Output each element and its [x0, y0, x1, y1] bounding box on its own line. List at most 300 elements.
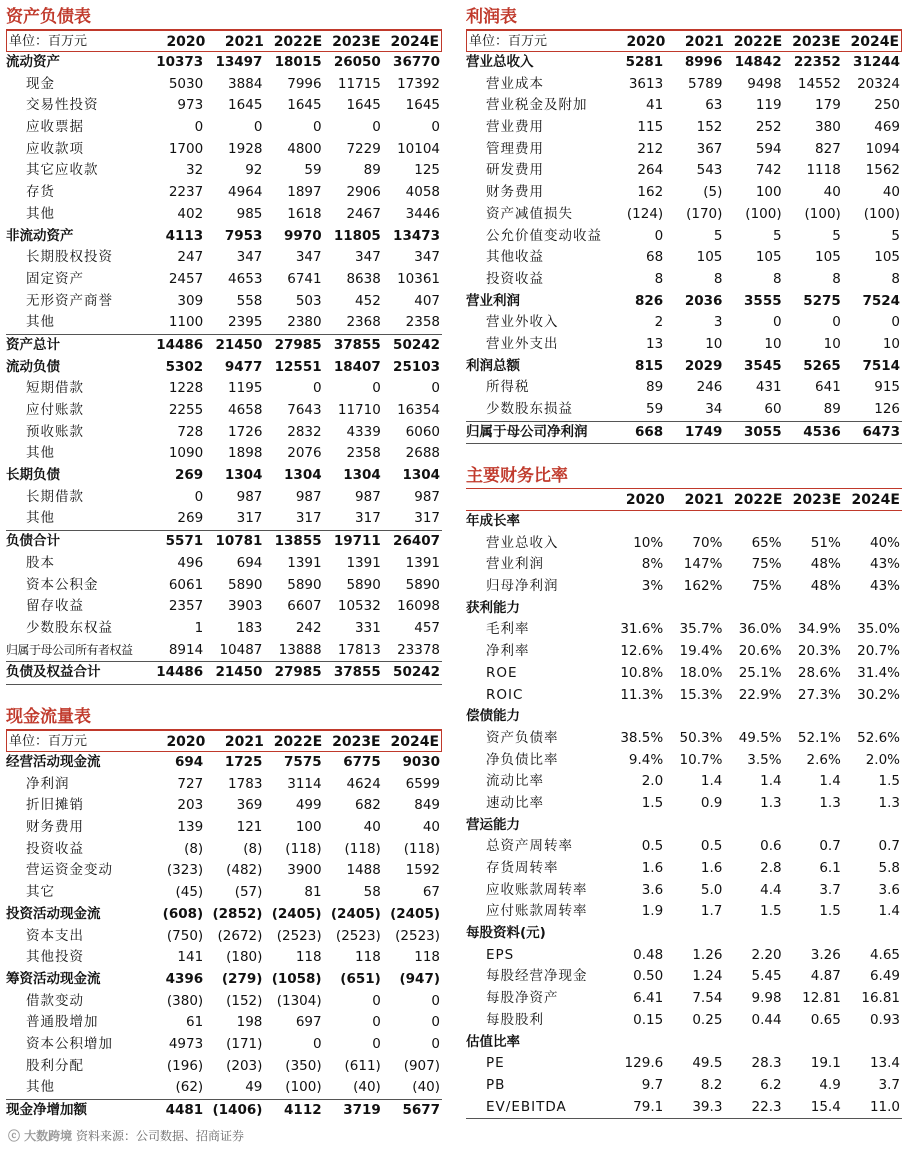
cell-value: 987: [295, 488, 322, 505]
row-label: 长期借款: [26, 488, 84, 505]
cell-value: 40%: [870, 534, 901, 551]
cell-value: 1.4: [700, 773, 723, 790]
cell-value: (40): [412, 1079, 441, 1096]
cell-value: 92: [245, 162, 263, 179]
row-label: 营业税金及附加: [486, 97, 588, 114]
table-row: [466, 1075, 902, 1097]
cell-value: 242: [295, 619, 322, 636]
cell-value: 2358: [346, 445, 381, 462]
cell-value: 1592: [405, 862, 441, 879]
cell-value: (2523): [335, 927, 381, 944]
cell-value: 4481: [165, 1102, 204, 1118]
cell-value: 1118: [806, 162, 841, 179]
cell-value: 6.41: [633, 990, 664, 1007]
table-row: [6, 247, 442, 269]
cell-value: 985: [236, 205, 263, 222]
source-note: [8, 1127, 244, 1144]
cell-value: 2029: [684, 357, 723, 374]
table-row: [6, 860, 442, 882]
cell-value: 27985: [274, 336, 322, 353]
cell-value: 7953: [224, 227, 263, 244]
table-row: [466, 291, 902, 313]
cell-value: (750): [166, 927, 204, 944]
table-row: [466, 554, 902, 576]
income-statement-body: [466, 52, 902, 444]
row-label: 应收票据: [26, 119, 84, 136]
cell-value: (45): [175, 884, 204, 901]
cell-value: 469: [874, 119, 901, 136]
cell-value: 3.7: [878, 1076, 901, 1093]
table-row: [466, 706, 902, 728]
cell-value: [724, 1032, 783, 1054]
table-row: [466, 815, 902, 837]
cell-value: 0.48: [633, 946, 664, 963]
cell-value: 1.5: [819, 903, 841, 920]
cell-value: 3.6: [878, 881, 901, 898]
cell-value: 1.6: [641, 860, 664, 876]
row-label: 净利润: [26, 775, 70, 792]
cell-value: 727: [177, 775, 204, 792]
year-header: 2020: [166, 734, 206, 750]
cell-value: 250: [874, 97, 901, 114]
cell-value: 4658: [228, 402, 263, 418]
cell-value: 496: [177, 554, 204, 571]
year-header: 2023E: [332, 734, 381, 750]
cell-value: 0.15: [633, 1011, 664, 1028]
cell-value: 3: [713, 314, 723, 331]
table-row: [6, 508, 442, 530]
table-row: [6, 882, 442, 904]
cell-value: 742: [755, 162, 782, 179]
cell-value: (8): [243, 840, 263, 857]
row-label: 所得税: [486, 379, 530, 396]
cell-value: 1.5: [878, 773, 901, 790]
cell-value: 2237: [168, 184, 204, 201]
cell-value: (2405): [330, 905, 381, 922]
table-row: [466, 1032, 902, 1054]
cell-value: 50242: [393, 336, 441, 353]
cell-value: 100: [295, 819, 322, 836]
cell-value: 3903: [228, 598, 263, 615]
cell-value: [784, 598, 843, 620]
cell-value: 3446: [405, 205, 441, 222]
row-label: 归属于母公司所有者权益: [6, 642, 133, 657]
cell-value: 32: [186, 162, 204, 179]
row-label: 借款变动: [26, 992, 84, 1009]
cell-value: 2688: [405, 445, 441, 462]
row-label: 估值比率: [466, 1033, 520, 1050]
cell-value: 48%: [810, 556, 841, 573]
cell-value: 1195: [228, 380, 263, 397]
cell-value: 915: [874, 379, 901, 396]
cell-value: 2380: [287, 314, 322, 331]
cell-value: 17813: [337, 641, 381, 658]
year-header: 2022E: [733, 34, 783, 50]
cell-value: 89: [363, 162, 381, 179]
cell-value: 179: [815, 97, 841, 114]
cell-value: (100): [804, 205, 841, 222]
table-row: [6, 618, 442, 640]
cell-value: 68: [646, 249, 664, 266]
cell-value: 15.4: [810, 1098, 841, 1115]
cell-value: (2852): [212, 905, 263, 922]
unit-label: [466, 489, 608, 510]
unit-label: 单位：百万元: [9, 734, 88, 749]
table-row: [6, 1099, 442, 1122]
cell-value: 10: [705, 335, 723, 352]
cell-value: 1228: [168, 380, 204, 397]
cell-value: 2076: [287, 445, 322, 462]
table-row: [466, 641, 902, 663]
table-row: [466, 377, 902, 399]
cell-value: 126: [874, 401, 901, 417]
row-label: 流动负债: [6, 358, 60, 375]
cell-value: 18015: [274, 54, 322, 70]
cell-value: 50.3%: [679, 729, 723, 746]
cell-value: 4058: [405, 184, 441, 201]
cell-value: 51%: [810, 534, 841, 551]
cell-value: 5.45: [751, 968, 782, 985]
cell-value: 6741: [287, 270, 322, 287]
table-row: [466, 793, 902, 815]
table-row: [466, 663, 902, 685]
cell-value: [606, 511, 665, 533]
cell-value: (1304): [276, 992, 322, 1009]
cell-value: 0.6: [760, 838, 782, 855]
cell-value: 27.3%: [797, 686, 841, 703]
cell-value: 1.3: [878, 794, 901, 811]
row-label: 每股净资产: [486, 990, 559, 1007]
cell-value: 7.54: [692, 990, 723, 1007]
cell-value: 52.6%: [857, 729, 901, 746]
row-label: 资本公积增加: [26, 1035, 113, 1052]
cell-value: 59: [646, 401, 664, 417]
cell-value: 2.20: [751, 946, 782, 963]
cell-value: 11715: [337, 75, 381, 92]
cell-value: 4964: [228, 184, 263, 201]
cell-value: 10%: [633, 534, 664, 551]
cell-value: 641: [815, 379, 841, 396]
cell-value: 49: [245, 1079, 263, 1096]
row-label: 归属于母公司净利润: [466, 423, 588, 440]
cell-value: 37855: [333, 664, 381, 681]
cell-value: 13497: [215, 54, 263, 70]
cell-value: 987: [355, 488, 381, 505]
cell-value: 89: [823, 401, 841, 417]
row-label: 现金净增加额: [6, 1102, 87, 1118]
cell-value: 2.0: [641, 773, 664, 790]
cell-value: 13473: [393, 227, 441, 244]
cell-value: 0.25: [692, 1011, 723, 1028]
cell-value: 5281: [625, 54, 664, 70]
cell-value: 2457: [168, 270, 204, 287]
cell-value: (1058): [271, 970, 322, 987]
cell-value: 75%: [751, 556, 782, 573]
cell-value: 28.3: [751, 1055, 782, 1072]
cell-value: 543: [696, 162, 723, 179]
cell-value: 0.7: [819, 838, 841, 855]
table-row: [466, 247, 902, 269]
cell-value: 0: [372, 1014, 381, 1031]
cell-value: 6060: [405, 423, 441, 440]
cell-value: 70%: [692, 534, 723, 551]
table-row: [6, 204, 442, 226]
cell-value: 0: [372, 992, 381, 1009]
table-row: [466, 966, 902, 988]
cell-value: 5: [713, 227, 723, 244]
row-label: 利润总额: [466, 357, 520, 374]
cell-value: [665, 815, 724, 837]
cell-value: 141: [177, 949, 204, 966]
table-row: [466, 139, 902, 161]
table-row: [6, 991, 442, 1013]
table-row: [6, 160, 442, 182]
table-row: [6, 904, 442, 926]
cell-value: 125: [414, 162, 441, 179]
cell-value: 4973: [168, 1035, 204, 1052]
cell-value: 0.7: [878, 838, 901, 855]
cell-value: (608): [162, 905, 204, 922]
row-label: 财务费用: [26, 819, 84, 836]
year-header: 2020: [625, 492, 665, 508]
cell-value: 12551: [274, 358, 322, 375]
cell-value: 17392: [397, 75, 441, 92]
cashflow-header: [6, 730, 442, 752]
cell-value: 0.9: [700, 794, 723, 811]
cell-value: 1304: [224, 467, 263, 484]
cell-value: [724, 815, 783, 837]
row-label: 普通股增加: [26, 1014, 99, 1031]
cell-value: 2358: [405, 314, 441, 331]
table-row: [466, 1097, 902, 1120]
cell-value: 26050: [333, 54, 381, 70]
cell-value: 16354: [397, 402, 441, 418]
unit-label: 单位：百万元: [469, 34, 548, 49]
row-label: 其他: [26, 510, 55, 527]
row-label: 应付账款周转率: [486, 903, 588, 920]
cell-value: 152: [696, 119, 723, 136]
cell-value: 43%: [870, 578, 901, 595]
row-label: 非流动资产: [6, 227, 74, 244]
table-row: [6, 378, 442, 400]
cell-value: 1391: [405, 554, 441, 571]
cell-value: 50242: [393, 664, 441, 681]
cell-value: [724, 923, 783, 945]
row-label: 存货: [26, 184, 55, 201]
cell-value: (2405): [271, 905, 322, 922]
cell-value: 5890: [228, 576, 263, 593]
cell-value: 0: [773, 314, 782, 331]
cell-value: 0: [194, 488, 204, 505]
table-row: [466, 923, 902, 945]
cell-value: 6599: [405, 775, 441, 792]
row-label: 财务费用: [486, 184, 544, 201]
table-row: [466, 226, 902, 248]
table-row: [466, 880, 902, 902]
cell-value: [843, 815, 902, 837]
row-label: PE: [486, 1055, 505, 1072]
table-row: [6, 947, 442, 969]
row-label: 少数股东权益: [26, 619, 113, 636]
cell-value: 5: [891, 227, 901, 244]
row-label: EV/EBITDA: [486, 1098, 567, 1115]
cell-value: [784, 923, 843, 945]
cell-value: 118: [414, 949, 441, 966]
cell-value: 558: [236, 292, 263, 309]
cell-value: 1304: [343, 467, 381, 484]
cell-value: 1.4: [760, 773, 782, 790]
cell-value: 31.6%: [620, 621, 664, 638]
cell-value: 9477: [224, 358, 263, 375]
row-label: 毛利率: [486, 621, 530, 638]
cell-value: (8): [184, 840, 204, 857]
cell-value: 61: [186, 1014, 204, 1031]
row-label: 其它: [26, 884, 55, 901]
cell-value: 1: [194, 619, 204, 636]
table-row: [466, 901, 902, 923]
cell-value: 5.0: [700, 881, 723, 898]
year-header: 2024E: [390, 734, 440, 750]
cell-value: 9.7: [641, 1076, 664, 1093]
balance-sheet-title: 资产负债表: [6, 4, 442, 30]
cell-value: 11710: [337, 402, 381, 418]
cell-value: [784, 511, 843, 533]
cell-value: 18.0%: [679, 664, 723, 681]
cell-value: 35.0%: [857, 621, 901, 638]
balance-sheet-panel: [6, 4, 442, 685]
balance-sheet-header: [6, 30, 442, 52]
row-label: 营业外收入: [486, 314, 559, 331]
table-row: [466, 74, 902, 96]
cell-value: 5302: [165, 358, 204, 375]
table-row: [6, 596, 442, 618]
row-label: 流动资产: [6, 54, 60, 70]
cell-value: (118): [403, 840, 441, 857]
row-label: 折旧摊销: [26, 797, 84, 814]
cell-value: 815: [635, 357, 664, 374]
cell-value: 31.4%: [857, 664, 901, 681]
cell-value: (2672): [217, 927, 263, 944]
cell-value: 3.7: [819, 881, 841, 898]
cell-value: 31244: [853, 54, 901, 70]
cell-value: 2357: [168, 598, 204, 615]
cell-value: 5030: [168, 75, 204, 92]
cell-value: 10361: [397, 270, 441, 287]
cell-value: 594: [755, 140, 782, 157]
cell-value: 1928: [228, 140, 263, 157]
source-text: 资料来源：公司数据、招商证券: [76, 1129, 245, 1143]
cell-value: 59: [304, 162, 322, 179]
cell-value: [843, 706, 902, 728]
table-row: [466, 685, 902, 707]
cell-value: 1562: [865, 162, 901, 179]
cell-value: [784, 815, 843, 837]
cell-value: 0: [431, 1035, 441, 1052]
cell-value: (279): [221, 970, 263, 987]
cell-value: 1749: [684, 423, 723, 440]
cell-value: 118: [295, 949, 322, 966]
table-row: [6, 74, 442, 96]
cell-value: 13888: [278, 641, 322, 658]
row-label: 留存收益: [26, 598, 84, 615]
cell-value: 13855: [274, 533, 322, 550]
row-label: 少数股东损益: [486, 401, 573, 417]
cell-value: [606, 706, 665, 728]
table-row: [466, 771, 902, 793]
cell-value: 7996: [287, 75, 322, 92]
cell-value: 81: [304, 884, 322, 901]
cell-value: 8: [713, 270, 723, 287]
row-label: EPS: [486, 946, 515, 963]
table-row: [6, 795, 442, 817]
table-row: [6, 774, 442, 796]
cell-value: 0: [431, 119, 441, 136]
cell-value: 37855: [333, 336, 381, 353]
cell-value: (100): [285, 1079, 322, 1096]
cell-value: 60: [764, 401, 782, 417]
cell-value: 1783: [228, 775, 263, 792]
table-row: [6, 1034, 442, 1056]
cell-value: 5: [773, 227, 782, 244]
cell-value: 3.26: [810, 946, 841, 963]
table-row: [6, 400, 442, 422]
cell-value: 4113: [165, 227, 204, 244]
cell-value: 10781: [215, 533, 263, 550]
table-row: [466, 750, 902, 772]
cell-value: (203): [226, 1057, 263, 1074]
cell-value: 9.4%: [628, 751, 664, 768]
row-label: 长期股权投资: [26, 249, 113, 266]
row-label: 获利能力: [466, 599, 520, 616]
cell-value: 1.3: [819, 794, 841, 811]
cell-value: 1898: [228, 445, 263, 462]
cell-value: 0: [313, 1035, 322, 1052]
cell-value: 3.6: [641, 881, 664, 898]
row-label: 资产减值损失: [486, 205, 573, 222]
cell-value: (2405): [390, 905, 441, 922]
table-row: [6, 95, 442, 117]
table-row: [6, 661, 442, 685]
year-header: 2024E: [851, 492, 900, 508]
cell-value: 1725: [224, 754, 263, 770]
table-row: [466, 117, 902, 139]
row-label: 股本: [26, 554, 55, 571]
cell-value: 317: [414, 510, 441, 527]
table-row: [466, 858, 902, 880]
ratios-panel: [466, 463, 902, 1119]
cell-value: 503: [295, 292, 322, 309]
row-label: 负债合计: [6, 533, 60, 550]
table-row: [466, 269, 902, 291]
cell-value: 41: [646, 97, 664, 114]
cell-value: (350): [285, 1057, 322, 1074]
cell-value: 12.6%: [620, 643, 664, 660]
cell-value: [665, 511, 724, 533]
cell-value: 0: [431, 380, 441, 397]
cell-value: 694: [236, 554, 263, 571]
table-row: [6, 926, 442, 948]
row-label: 偿债能力: [466, 708, 520, 725]
cell-value: 1.26: [692, 946, 723, 963]
table-row: [6, 226, 442, 248]
row-label: ROIC: [486, 686, 524, 703]
cell-value: 6607: [287, 598, 322, 615]
cell-value: 3555: [744, 292, 782, 309]
cell-value: 1897: [287, 184, 322, 201]
row-label: 无形资产商誉: [26, 292, 113, 309]
cell-value: 697: [295, 1014, 322, 1031]
cell-value: 0: [372, 380, 381, 397]
